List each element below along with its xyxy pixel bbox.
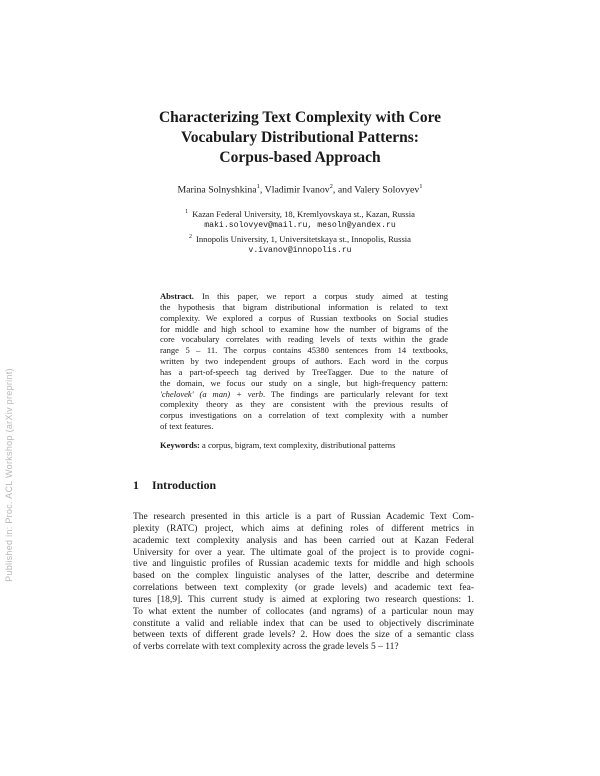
- abstract-line: complexity. We explored a corpus of Russian textbooks on Social studies: [160, 312, 448, 323]
- affiliation-email[interactable]: maki.solovyev@mail.ru, mesoln@yandex.ru: [204, 221, 396, 231]
- abstract: [160, 291, 448, 432]
- affiliation-text: Innopolis University, 1, Universitetskaya st., Innopolis, Russia: [196, 233, 411, 244]
- body-line: The research presented in this article is a part of Russian Academic Text Com-: [133, 512, 474, 522]
- abstract-line: corpus investigations on a correlation of text complexity with a number: [160, 410, 448, 421]
- author-affiliation-mark: 2: [329, 183, 333, 190]
- arxiv-sidebar-stamp: [2, 360, 16, 590]
- keywords: [160, 440, 460, 450]
- keywords-text: a corpus, bigram, text complexity, distributional patterns: [199, 440, 396, 450]
- abstract-pattern: 'chelovek' (a man) + verb: [160, 388, 263, 399]
- section-heading: [133, 478, 216, 493]
- author-separator: , and: [332, 184, 355, 196]
- abstract-label: Abstract.: [160, 291, 194, 301]
- section-title: Introduction: [152, 478, 217, 492]
- abstract-line: 'chelovek' (a man) + verb. The findings are particularly relevant for text: [160, 388, 448, 399]
- abstract-line: complexity theory as they are consistent with the previous results of: [160, 399, 448, 410]
- abstract-line: core vocabulary correlates with reading levels of texts within the grade: [160, 334, 448, 345]
- body-line: based on the complex linguistic analyses of the latter, describe and determine: [133, 571, 474, 582]
- title-line-3: Corpus-based Approach: [219, 149, 381, 166]
- abstract-line: has a part-of-speech tag derived by TreeTagger. Due to the nature of: [160, 366, 448, 377]
- paper-title: [100, 108, 500, 168]
- author-affiliation-mark: 1: [419, 183, 423, 190]
- author-name: Valery Solovyev: [354, 184, 420, 196]
- body-line: between texts of different grade levels? 2. How does the size of a semantic class: [133, 630, 474, 641]
- title-line-1: Characterizing Text Complexity with Core: [158, 109, 442, 126]
- introduction-body: [133, 512, 474, 654]
- affiliation-line: [100, 207, 500, 220]
- body-line: academic text complexity analysis and has been carried out at Kazan Federal: [133, 535, 474, 546]
- body-line: correlations between text complexity (or grade levels) and academic text fea-: [133, 583, 474, 594]
- affiliations: [100, 207, 500, 257]
- author-list: [100, 183, 500, 195]
- arxiv-stamp-text: Published in: Proc. ACL Workshop (arXiv preprint): [4, 368, 14, 582]
- title-line-2: Vocabulary Distributional Patterns:: [181, 129, 419, 146]
- abstract-line: of text features.: [160, 421, 214, 432]
- author-affiliation-mark: 1: [256, 183, 260, 190]
- abstract-line: for middle and high school to examine how the number of bigrams of the: [160, 323, 448, 334]
- body-line: tive and linguistic profiles of Russian academic texts for middle and high schools: [133, 559, 474, 570]
- abstract-line: the hypothesis that bigram distributional information is related to text: [160, 301, 448, 312]
- body-line: To what extent the number of collocates (and ngrams) of a particular noun may: [133, 606, 474, 617]
- abstract-line: the domain, we focus our study on a single, but high-frequency pattern:: [160, 377, 448, 388]
- abstract-line: Abstract. In this paper, we report a corpus study aimed at testing: [160, 291, 448, 301]
- body-line: plexity (RATC) project, which aims at defining roles of different metrics in: [133, 523, 474, 534]
- body-line: University for over a year. The ultimate goal of the project is to provide cogni-: [133, 547, 474, 558]
- keywords-label: Keywords:: [160, 440, 200, 450]
- affiliation-mark: 1: [185, 209, 189, 215]
- body-line: of verbs correlate with text complexity across the grade levels 5 – 11?: [133, 642, 399, 653]
- body-line: constitute a valid and reliable index that can be used to objectively discriminate: [133, 618, 474, 629]
- affiliation-line: [100, 232, 500, 245]
- section-number: 1: [133, 478, 139, 492]
- abstract-line: written by two independent groups of authors. Each word in the corpus: [160, 356, 448, 367]
- author-name: Marina Solnyshkina: [177, 184, 257, 196]
- author-separator: ,: [259, 184, 265, 196]
- author-name: Vladimir Ivanov: [264, 184, 330, 196]
- affiliation-email[interactable]: v.ivanov@innopolis.ru: [248, 246, 352, 256]
- abstract-line: range 5 – 11. The corpus contains 45380 sentences from 14 textbooks,: [160, 345, 448, 356]
- affiliation-text: Kazan Federal University, 18, Kremlyovskaya st., Kazan, Russia: [192, 208, 415, 219]
- affiliation-mark: 2: [189, 233, 192, 240]
- body-line: tures [18,9]. This current study is aimed at exploring two research questions: 1.: [133, 594, 474, 605]
